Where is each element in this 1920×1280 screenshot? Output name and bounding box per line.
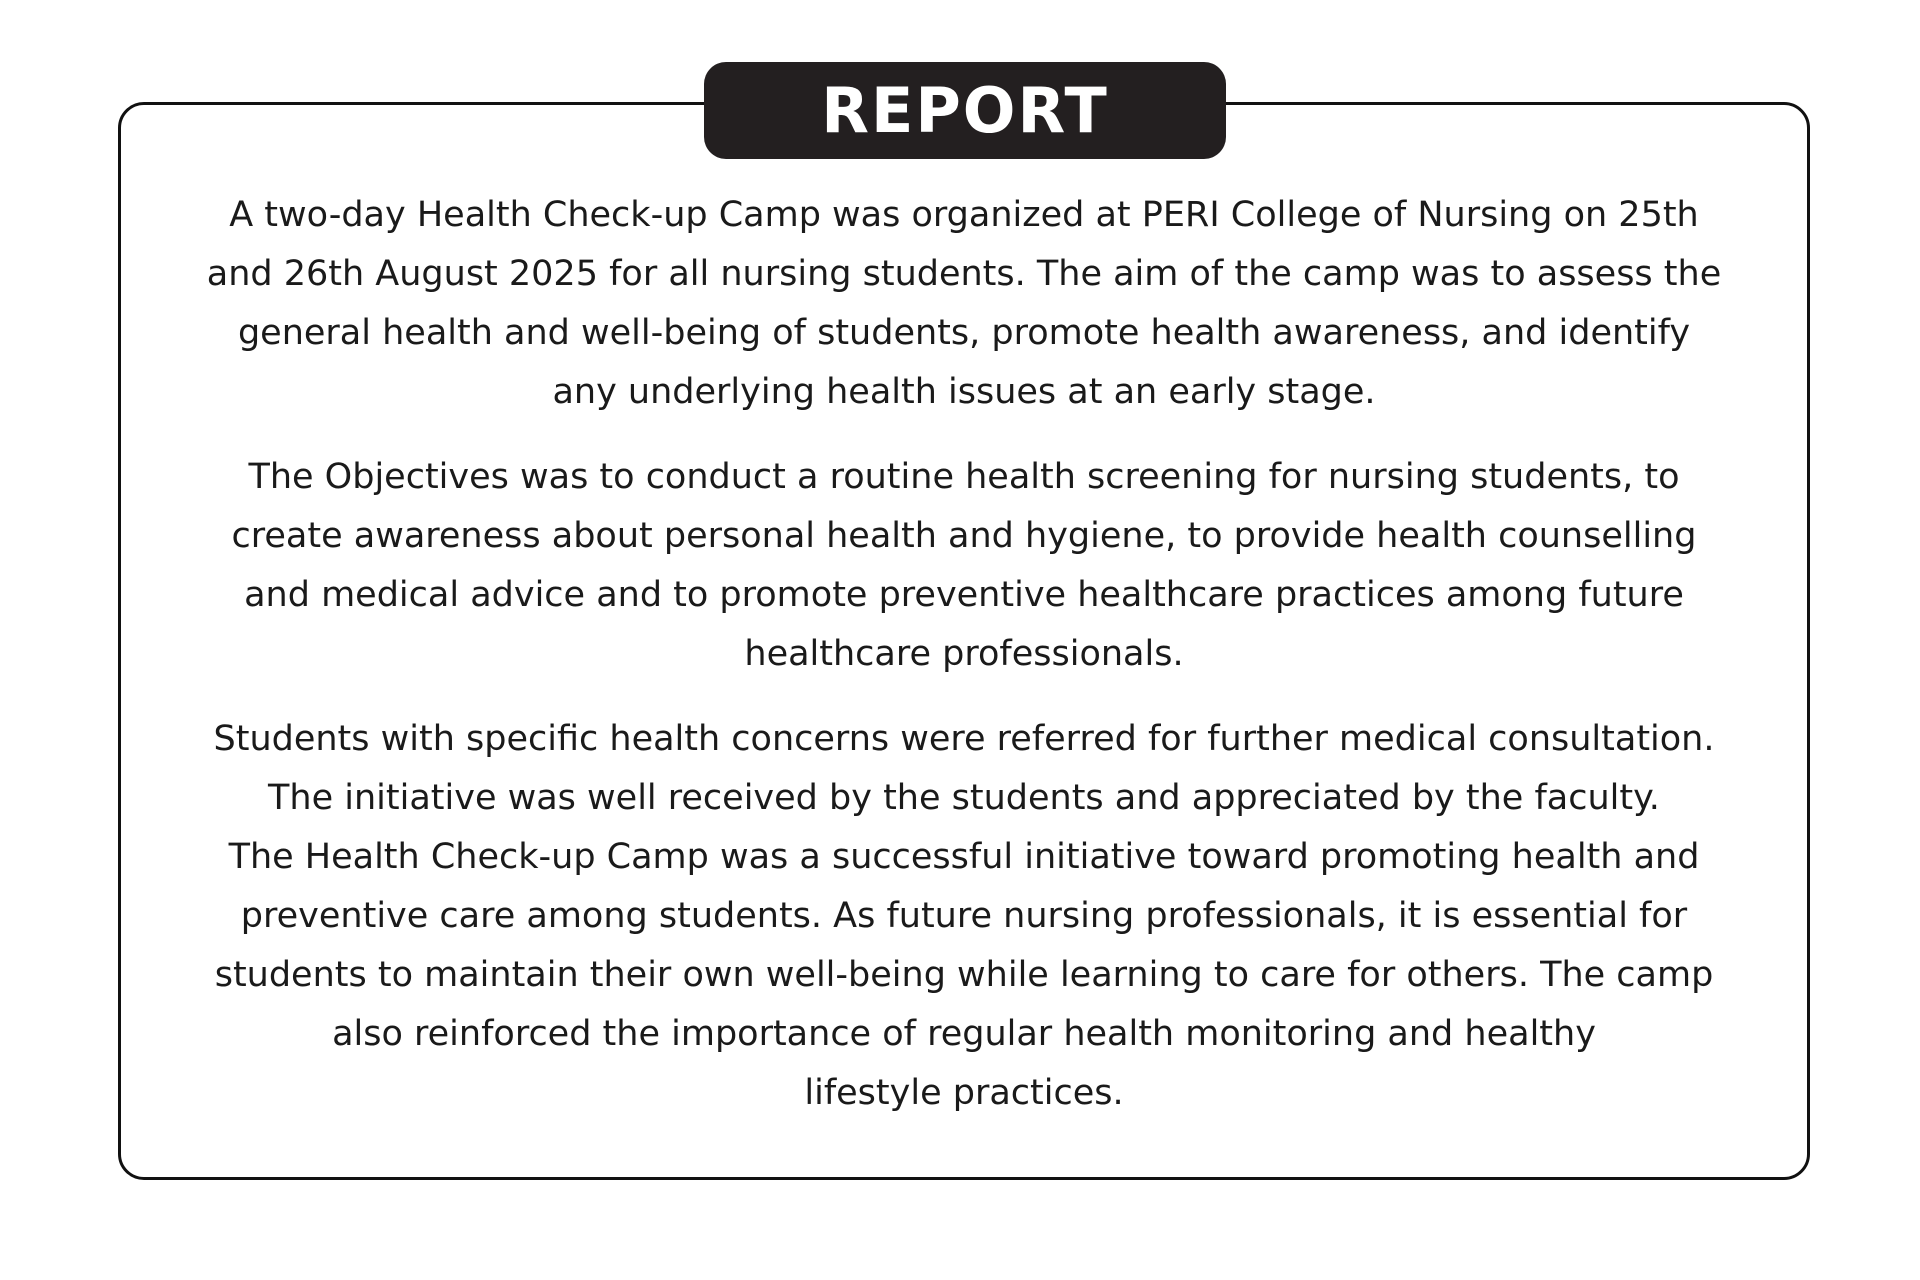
paragraph-line: also reinforced the importance of regular health monitoring and healthy [332,1014,1596,1054]
paragraph-line: The initiative was well received by the students and appreciated by the faculty. [268,778,1660,818]
paragraph-line: healthcare professionals. [744,634,1184,674]
referral-paragraph [150,710,1778,828]
objectives-paragraph [150,448,1778,684]
report-title: REPORT [821,73,1109,147]
paragraph-line: The Objectives was to conduct a routine health screening for nursing students, to [248,457,1680,497]
paragraph-line: students to maintain their own well-being while learning to care for others. The camp [214,955,1714,995]
paragraph-line: create awareness about personal health and hygiene, to provide health counselling [231,516,1697,556]
paragraph-line: general health and well-being of students, promote health awareness, and identify [237,313,1691,353]
paragraph-line: any underlying health issues at an early stage. [552,372,1376,412]
conclusion-paragraph [150,828,1778,1123]
paragraph-line: Students with specific health concerns were referred for further medical consultation. [213,719,1715,759]
paragraph-line: and 26th August 2025 for all nursing students. The aim of the camp was to assess the [206,254,1722,294]
intro-paragraph [150,186,1778,422]
paragraph-line: lifestyle practices. [804,1073,1124,1113]
paragraph-line: preventive care among students. As future nursing professionals, it is essential for [240,896,1688,936]
paragraph-line: A two-day Health Check-up Camp was organized at PERI College of Nursing on 25th [229,195,1699,235]
paragraph-line: and medical advice and to promote preventive healthcare practices among future [244,575,1684,615]
paragraph-line: The Health Check-up Camp was a successful initiative toward promoting health and [228,837,1700,877]
report-body [150,186,1778,1123]
report-title-tab [704,62,1226,159]
